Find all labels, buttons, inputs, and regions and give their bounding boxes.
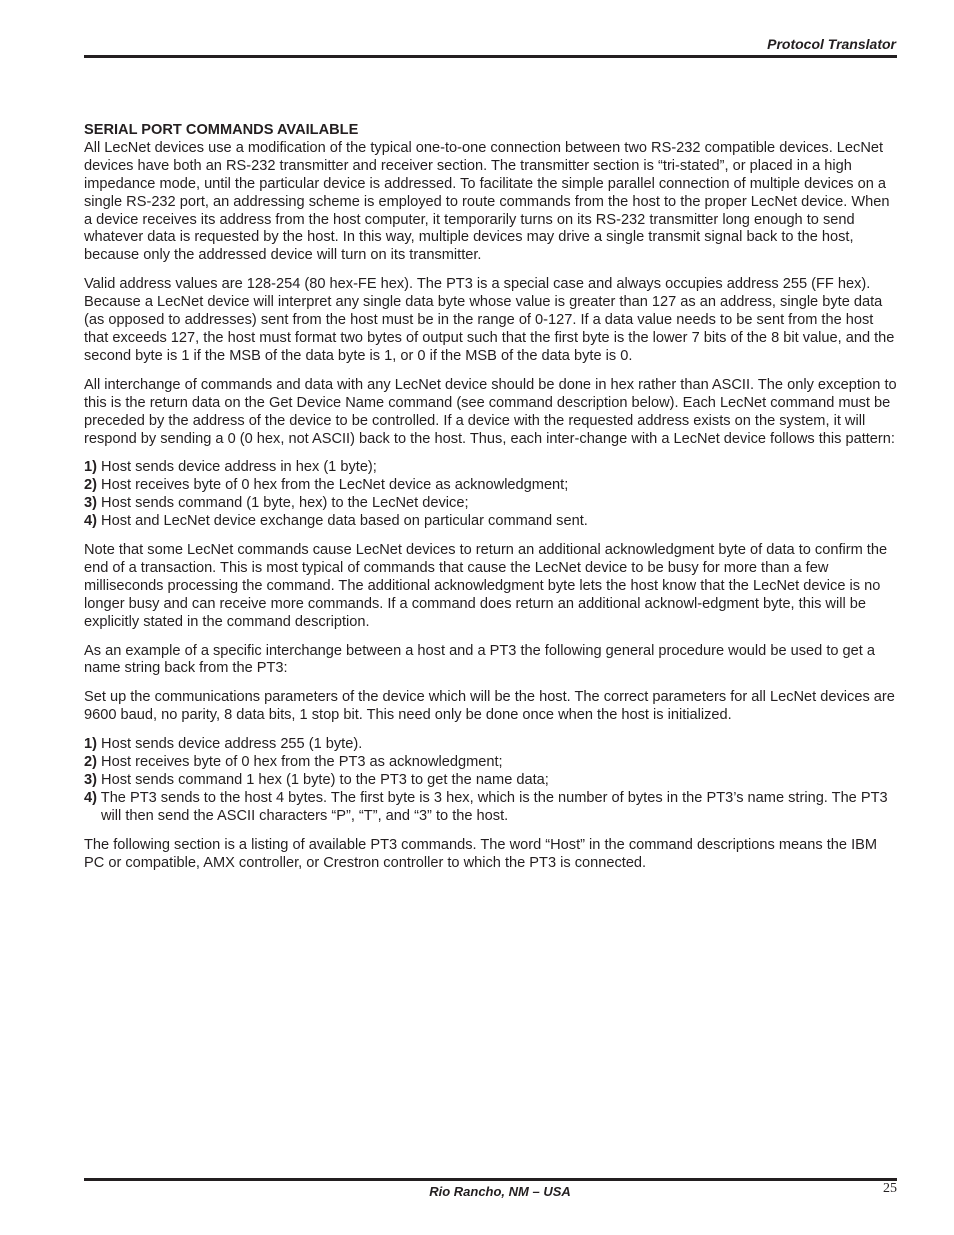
footer-rule <box>84 1178 897 1181</box>
step-text: Host receives byte of 0 hex from the LecNet device as acknowledgment; <box>101 477 569 494</box>
step-number: 1) <box>84 459 97 476</box>
step-number: 3) <box>84 772 97 788</box>
running-header-title: Protocol Translator <box>767 36 896 52</box>
step-number: 3) <box>84 495 97 512</box>
body-paragraph: Set up the communications parameters of the device which will be the host. The correct parameters for all LecNet devices are 9600 baud, no parity, 8 data bits, 1 stop bit. This need only be done once when the host is initialized. <box>84 689 895 724</box>
body-paragraph: As an example of a specific interchange between a host and a PT3 the following general procedure would be used to get a name string back from the PT3: <box>84 642 876 677</box>
step-number: 4) <box>84 789 97 806</box>
step-text: Host receives byte of 0 hex from the PT3 as acknowledgment; <box>101 754 503 771</box>
step-item <box>84 754 899 772</box>
interchange-steps-list <box>84 459 899 531</box>
step-item <box>84 772 899 790</box>
step-item <box>84 513 899 531</box>
body-paragraph: Note that some LecNet commands cause LecNet devices to return an additional acknowledgment byte of data to confirm the end of a transaction. This is most typical of commands that cause the LecNet device to be busy for more than a few milliseconds processing the command. The additional acknowledgment byte lets the host know that the LecNet device is no longer busy and can receive more commands. If a command does return an additional acknowl-edgment byte, this will be explicitly stated in the command description. <box>84 542 888 630</box>
step-item <box>84 495 899 513</box>
step-text: Host sends command (1 byte, hex) to the LecNet device; <box>101 495 469 512</box>
footer-location: Rio Rancho, NM – USA <box>429 1184 571 1199</box>
step-item <box>84 790 899 826</box>
body-paragraph: The following section is a listing of available PT3 commands. The word “Host” in the command descriptions means the IBM PC or compatible, AMX controller, or Crestron controller to which the PT3 is connected. <box>84 836 878 871</box>
body-paragraph: Valid address values are 128-254 (80 hex-FE hex). The PT3 is a special case and always occupies address 255 (FF hex). Because a LecNet device will interpret any single data byte whose value is greater than 127 as an address, single byte data (as opposed to addresses) sent from the host must be in the range of 0-127. If a data value needs to be sent from the host that exceeds 127, the host must format two bytes of output such that the first byte is the lower 7 bits of the 8 bit value, and the second byte is 1 if the MSB of the data byte is 1, or 0 if the MSB of the data byte is 0. <box>84 276 895 364</box>
step-text: Host and LecNet device exchange data based on particular command sent. <box>101 513 588 530</box>
step-text: The PT3 sends to the host 4 bytes. The first byte is 3 hex, which is the number of bytes in the PT3’s name string. The PT3 will then send the ASCII characters “P”, “T”, and “3” to the host. <box>100 789 888 824</box>
step-number: 1) <box>84 736 97 753</box>
pt3-example-steps-list <box>84 736 899 826</box>
header-rule <box>84 55 897 58</box>
step-item <box>84 736 899 754</box>
page-body <box>84 122 899 884</box>
page-number: 25 <box>883 1181 897 1196</box>
step-item <box>84 459 899 477</box>
step-text: Host sends device address 255 (1 byte). <box>101 736 363 753</box>
step-text: Host sends device address in hex (1 byte); <box>101 459 377 476</box>
step-text: Host sends command 1 hex (1 byte) to the PT3 to get the name data; <box>101 772 549 788</box>
step-number: 4) <box>84 513 97 530</box>
body-paragraph: All LecNet devices use a modification of the typical one-to-one connection between two RS-232 compatible devices. LecNet devices have both an RS-232 transmitter and receiver section. The transmitter section is “tri-stated”, or placed in a high impedance mode, until the particular device is addressed. To facilitate the simple parallel connection of multiple devices on a single RS-232 port, an addressing scheme is employed to route commands from the host to the proper LecNet device. When a device receives its address from the host computer, it temporarily turns on its RS-232 transmitter long enough to send whatever data is requested by the host. In this way, multiple devices may drive a single transmit signal back to the host, because only the addressed device will turn on its transmitter. <box>84 139 890 264</box>
section-heading: SERIAL PORT COMMANDS AVAILABLE <box>84 122 359 138</box>
step-number: 2) <box>84 754 97 771</box>
body-paragraph: All interchange of commands and data with any LecNet device should be done in hex rather than ASCII. The only exception to this is the return data on the Get Device Name command (see command description below). Each LecNet command must be preceded by the address of the device to be controlled. If a device with the requested address exists on the system, it will respond by sending a 0 (0 hex, not ASCII) back to the host. Thus, each inter-change with a LecNet device follows this pattern: <box>84 376 897 447</box>
step-item <box>84 477 899 495</box>
step-number: 2) <box>84 477 97 494</box>
